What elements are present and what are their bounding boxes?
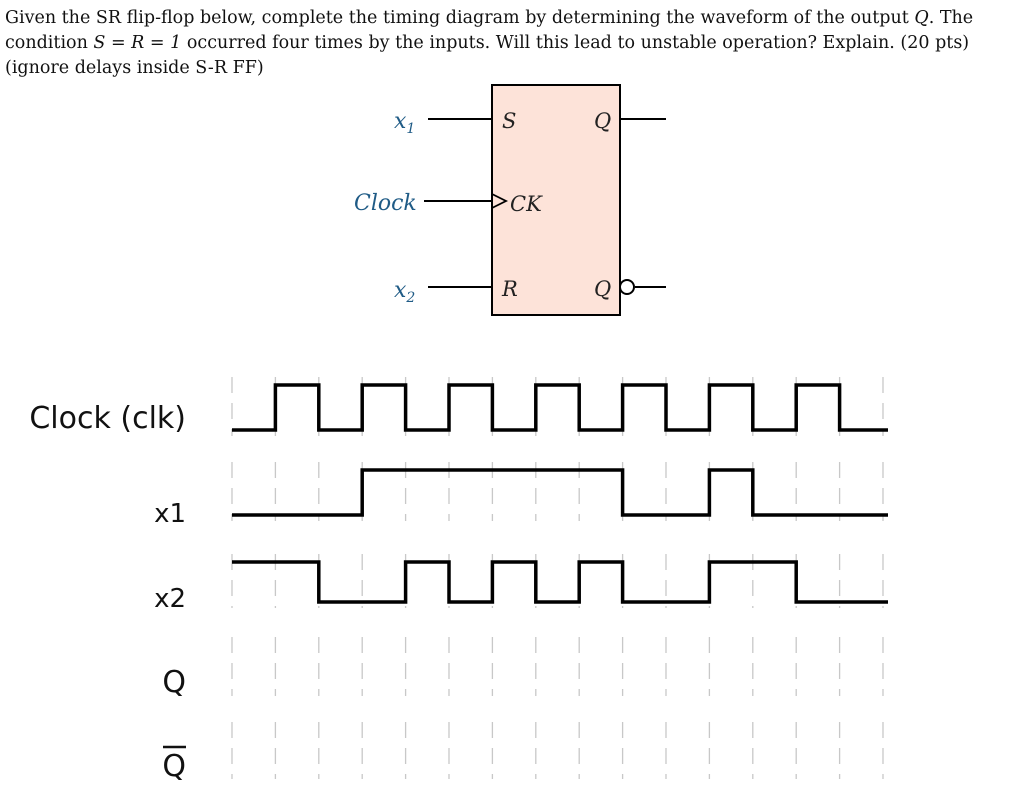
pin-r-label: R: [502, 277, 518, 301]
timing-gridlines: [232, 377, 883, 779]
x1-waveform: [232, 470, 888, 515]
input-clock-label: Clock: [354, 191, 417, 216]
q-signal-label: Q: [162, 665, 186, 700]
pin-qbar-label: Q: [594, 277, 612, 301]
condition-expression: S = R = 1: [93, 33, 182, 53]
clock-waveform: [232, 385, 888, 430]
question-part-b: . The condition: [5, 8, 974, 53]
x2-signal-label: x2: [154, 584, 186, 614]
pin-ck-label: CK: [510, 192, 542, 216]
q-symbol: Q: [914, 8, 929, 28]
clock-signal-label: Clock (clk): [29, 401, 186, 436]
inversion-bubble-icon: [620, 280, 634, 294]
x1-signal-label: x1: [154, 499, 186, 529]
input-x1-label: $x_1$: [394, 109, 416, 137]
input-x2-label: $x_2$: [394, 278, 416, 306]
qbar-signal-label: Q: [162, 749, 186, 784]
question-part-c: occurred four times by the inputs. Will this lead to unstable operation? Explain. (20 pts) (ignore delays inside S-R FF): [5, 33, 970, 78]
question-part-a: Given the SR flip-flop below, complete the timing diagram by determining the waveform of the output: [5, 8, 915, 28]
pin-q-label: Q: [594, 109, 612, 133]
pin-s-label: S: [502, 109, 517, 133]
sr-flipflop: [354, 85, 666, 315]
x2-waveform: [232, 562, 888, 602]
timing-diagram: [29, 377, 888, 784]
